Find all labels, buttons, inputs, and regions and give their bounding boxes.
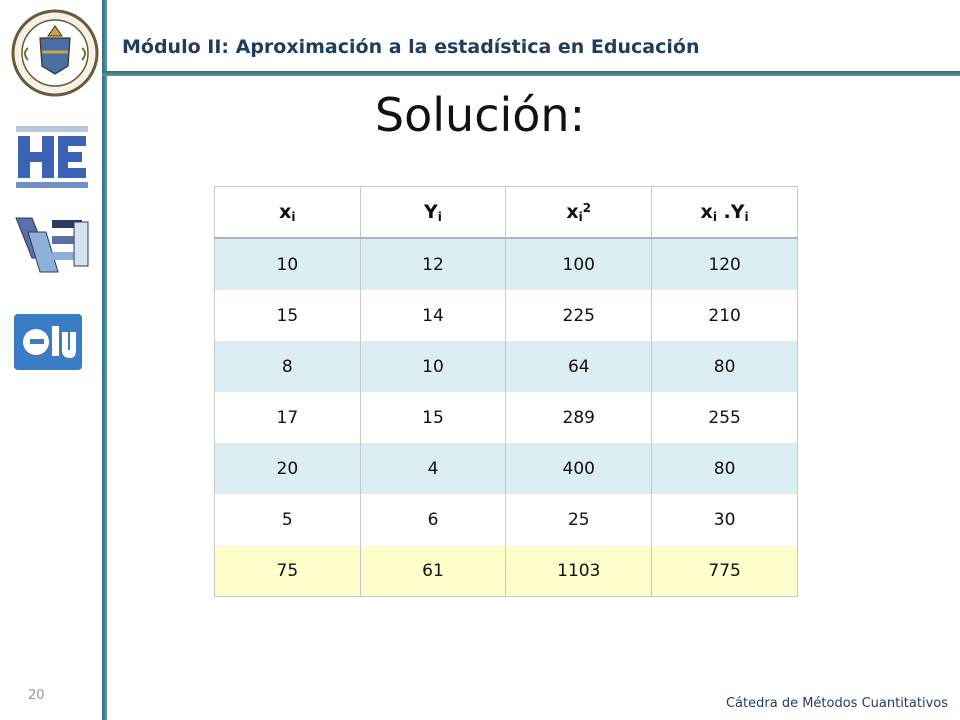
table-cell: 225 [506, 290, 652, 341]
header-yi: $Y_i$ [360, 187, 506, 239]
table-cell: 17 [215, 392, 361, 443]
ucv-seal-logo [10, 8, 100, 98]
table-cell: 15 [360, 392, 506, 443]
module-title: Módulo II: Aproximación a la estadística en Educación [122, 36, 700, 58]
total-cell: 1103 [506, 545, 652, 597]
header-xi-squared: $x_i^2$ [506, 187, 652, 239]
total-cell: 775 [652, 545, 798, 597]
table-cell: 4 [360, 443, 506, 494]
table-cell: 100 [506, 238, 652, 290]
slide-title: Solución: [374, 88, 586, 142]
table-row [215, 392, 798, 443]
table-cell: 210 [652, 290, 798, 341]
table-cell: 12 [360, 238, 506, 290]
top-accent-bar [102, 71, 960, 76]
table-cell: 400 [506, 443, 652, 494]
table-cell: 255 [652, 392, 798, 443]
table-total-row [215, 545, 798, 597]
footer-text: Cátedra de Métodos Cuantitativos [725, 696, 948, 711]
table-row [215, 494, 798, 545]
table-row [215, 290, 798, 341]
table-header-row [215, 187, 798, 239]
table-cell: 120 [652, 238, 798, 290]
table-row [215, 341, 798, 392]
total-cell: 61 [360, 545, 506, 597]
fhe-logo [12, 212, 92, 282]
table-cell: 6 [360, 494, 506, 545]
table-row [215, 238, 798, 290]
table-row [215, 443, 798, 494]
edu-logo [14, 314, 82, 370]
table-cell: 80 [652, 443, 798, 494]
table-cell: 64 [506, 341, 652, 392]
header-xi-times-yi: $x_i$ $.Y_i$ [652, 187, 798, 239]
table-cell: 289 [506, 392, 652, 443]
table-cell: 14 [360, 290, 506, 341]
header-xi: $x_i$ [215, 187, 361, 239]
table-cell: 80 [652, 341, 798, 392]
table-cell: 8 [215, 341, 361, 392]
table-cell: 5 [215, 494, 361, 545]
table-cell: 25 [506, 494, 652, 545]
table-cell: 30 [652, 494, 798, 545]
table-cell: 10 [215, 238, 361, 290]
table-cell: 15 [215, 290, 361, 341]
total-cell: 75 [215, 545, 361, 597]
table-cell: 20 [215, 443, 361, 494]
table-cell: 10 [360, 341, 506, 392]
page-number: 20 [28, 688, 45, 703]
solution-table [214, 186, 798, 597]
